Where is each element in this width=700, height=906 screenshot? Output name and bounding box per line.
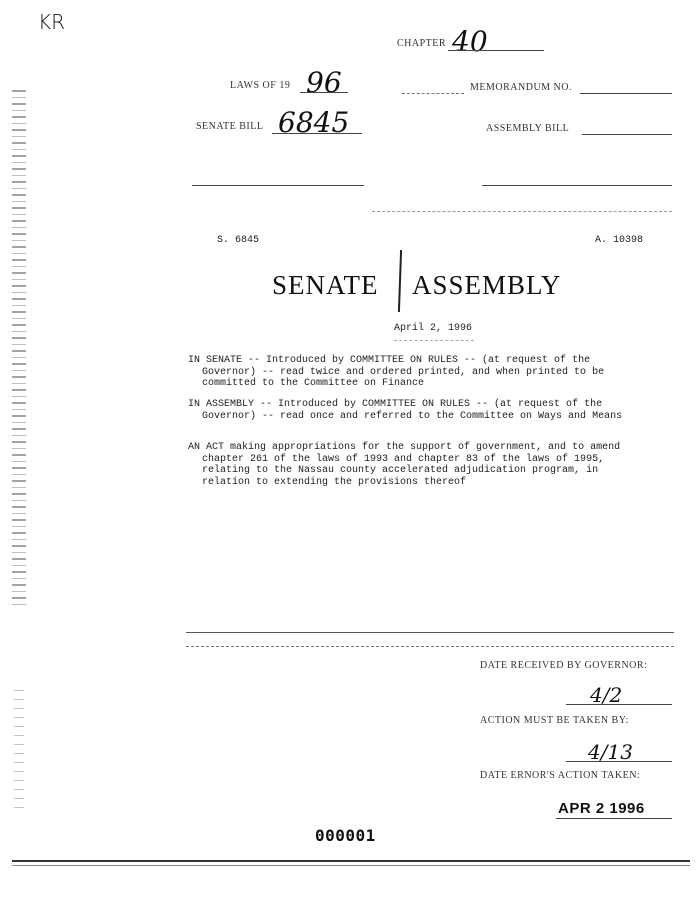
assembly-bill-underline: [582, 134, 672, 135]
senate-bill-underline: [272, 133, 362, 134]
senate-number: S. 6845: [217, 235, 260, 246]
memo-leader: [402, 93, 464, 94]
blank-line-dashed: [372, 211, 672, 212]
act-line3: relating to the Nassau county accelerated adjudication program, in: [202, 465, 599, 476]
bill-date: April 2, 1996: [394, 323, 473, 334]
blank-line-left: [192, 185, 364, 186]
act-line1: AN ACT making appropriations for the support of government, and to amend: [188, 442, 621, 453]
action-must-underline: [566, 761, 672, 762]
assembly-intro-line2: Governor) -- read once and referred to the Committee on Ways and Means: [202, 410, 623, 422]
date-received-underline: [566, 704, 672, 705]
senate-intro-line3: committed to the Committee on Finance: [202, 378, 425, 389]
blank-line-lower-1: [186, 632, 674, 633]
senate-introduction: [188, 355, 676, 390]
bottom-rule: [12, 860, 690, 862]
memorandum-label: MEMORANDUM NO.: [470, 82, 573, 93]
title-assembly: ASSEMBLY: [412, 270, 562, 300]
senate-bill-value: 6845: [278, 106, 350, 139]
blank-line-right: [482, 185, 672, 186]
assembly-number: A. 10398: [595, 235, 644, 246]
scan-edge-artifact-lower: [14, 690, 24, 810]
action-must-label: ACTION MUST BE TAKEN BY:: [480, 715, 629, 726]
title-senate: SENATE: [272, 270, 379, 300]
date-received-label: DATE RECEIVED BY GOVERNOR:: [480, 660, 648, 671]
act-line2: chapter 261 of the laws of 1993 and chapter 83 of the laws of 1995,: [202, 453, 605, 465]
blank-line-lower-2: [186, 646, 674, 647]
scan-edge-artifact: [12, 90, 26, 610]
action-taken-underline: [556, 818, 672, 819]
act-description: [188, 442, 676, 488]
senate-intro-line1: IN SENATE -- Introduced by COMMITTEE ON RULES -- (at request of the: [188, 355, 591, 366]
senate-bill-label: SENATE BILL: [196, 121, 264, 132]
assembly-bill-label: ASSEMBLY BILL: [486, 123, 570, 134]
memorandum-underline: [580, 93, 672, 94]
chapter-label: CHAPTER: [397, 38, 447, 49]
date-received-value: 4/2: [590, 683, 623, 707]
date-underline: [394, 340, 474, 341]
title-divider: [398, 250, 402, 312]
assembly-introduction: [188, 399, 676, 422]
senate-intro-line2: Governor) -- read twice and ordered printed, and when printed to be: [202, 366, 605, 378]
chapter-underline: [448, 50, 544, 51]
act-line4: relation to extending the provisions thereof: [202, 476, 467, 488]
laws-value: 96: [306, 66, 342, 99]
handwritten-initials: KR: [38, 10, 66, 34]
page-number: 000001: [315, 826, 376, 845]
laws-underline: [300, 92, 348, 93]
action-must-value: 4/13: [588, 740, 633, 764]
bottom-rule-2: [12, 865, 690, 866]
chapter-value: 40: [452, 25, 488, 58]
laws-label: LAWS OF 19: [230, 80, 291, 91]
action-taken-stamp: APR 2 1996: [558, 800, 645, 817]
action-taken-label: DATE ERNOR'S ACTION TAKEN:: [480, 770, 641, 781]
assembly-intro-line1: IN ASSEMBLY -- Introduced by COMMITTEE ON RULES -- (at request of the: [188, 399, 603, 410]
